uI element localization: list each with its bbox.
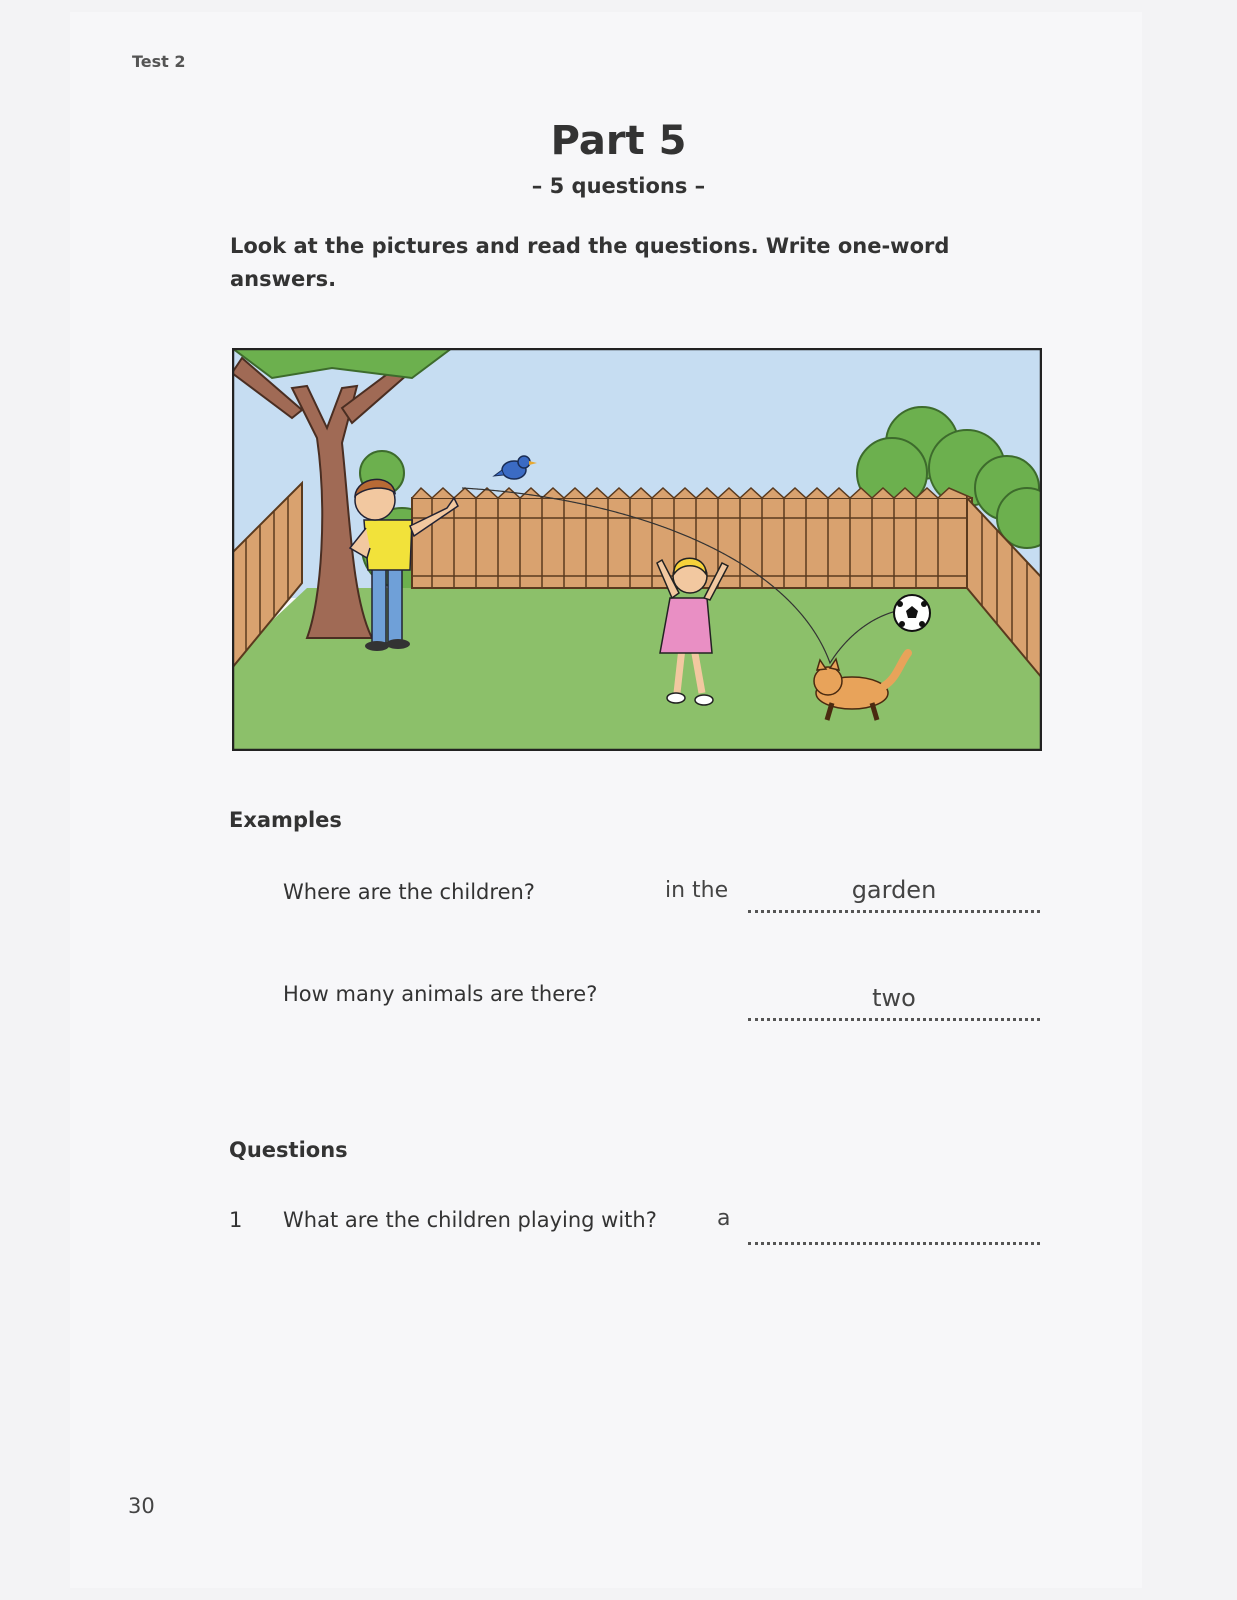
example-1-answer-line [748,910,1040,913]
example-2-answer-line [748,1018,1040,1021]
example-1-prefix: in the [665,878,729,903]
football-ball [894,595,930,631]
instructions: Look at the pictures and read the questions. Write one-word answers. [230,234,950,291]
example-1-question: Where are the children? [283,880,535,904]
page-number: 30 [128,1494,155,1518]
garden-illustration [232,348,1042,751]
part-title: Part 5 [550,118,687,164]
example-2-answer: two [872,984,916,1012]
question-1-text: What are the children playing with? [283,1208,657,1232]
test-label: Test 2 [132,52,186,71]
example-2-question: How many animals are there? [283,982,598,1006]
question-1-prefix: a [717,1206,731,1231]
example-1-answer: garden [851,876,937,904]
examples-heading: Examples [229,808,342,832]
question-1-number: 1 [229,1208,243,1232]
part-subtitle: – 5 questions – [531,174,706,198]
questions-heading: Questions [229,1138,348,1162]
question-1-answer-field[interactable] [748,1242,1040,1245]
